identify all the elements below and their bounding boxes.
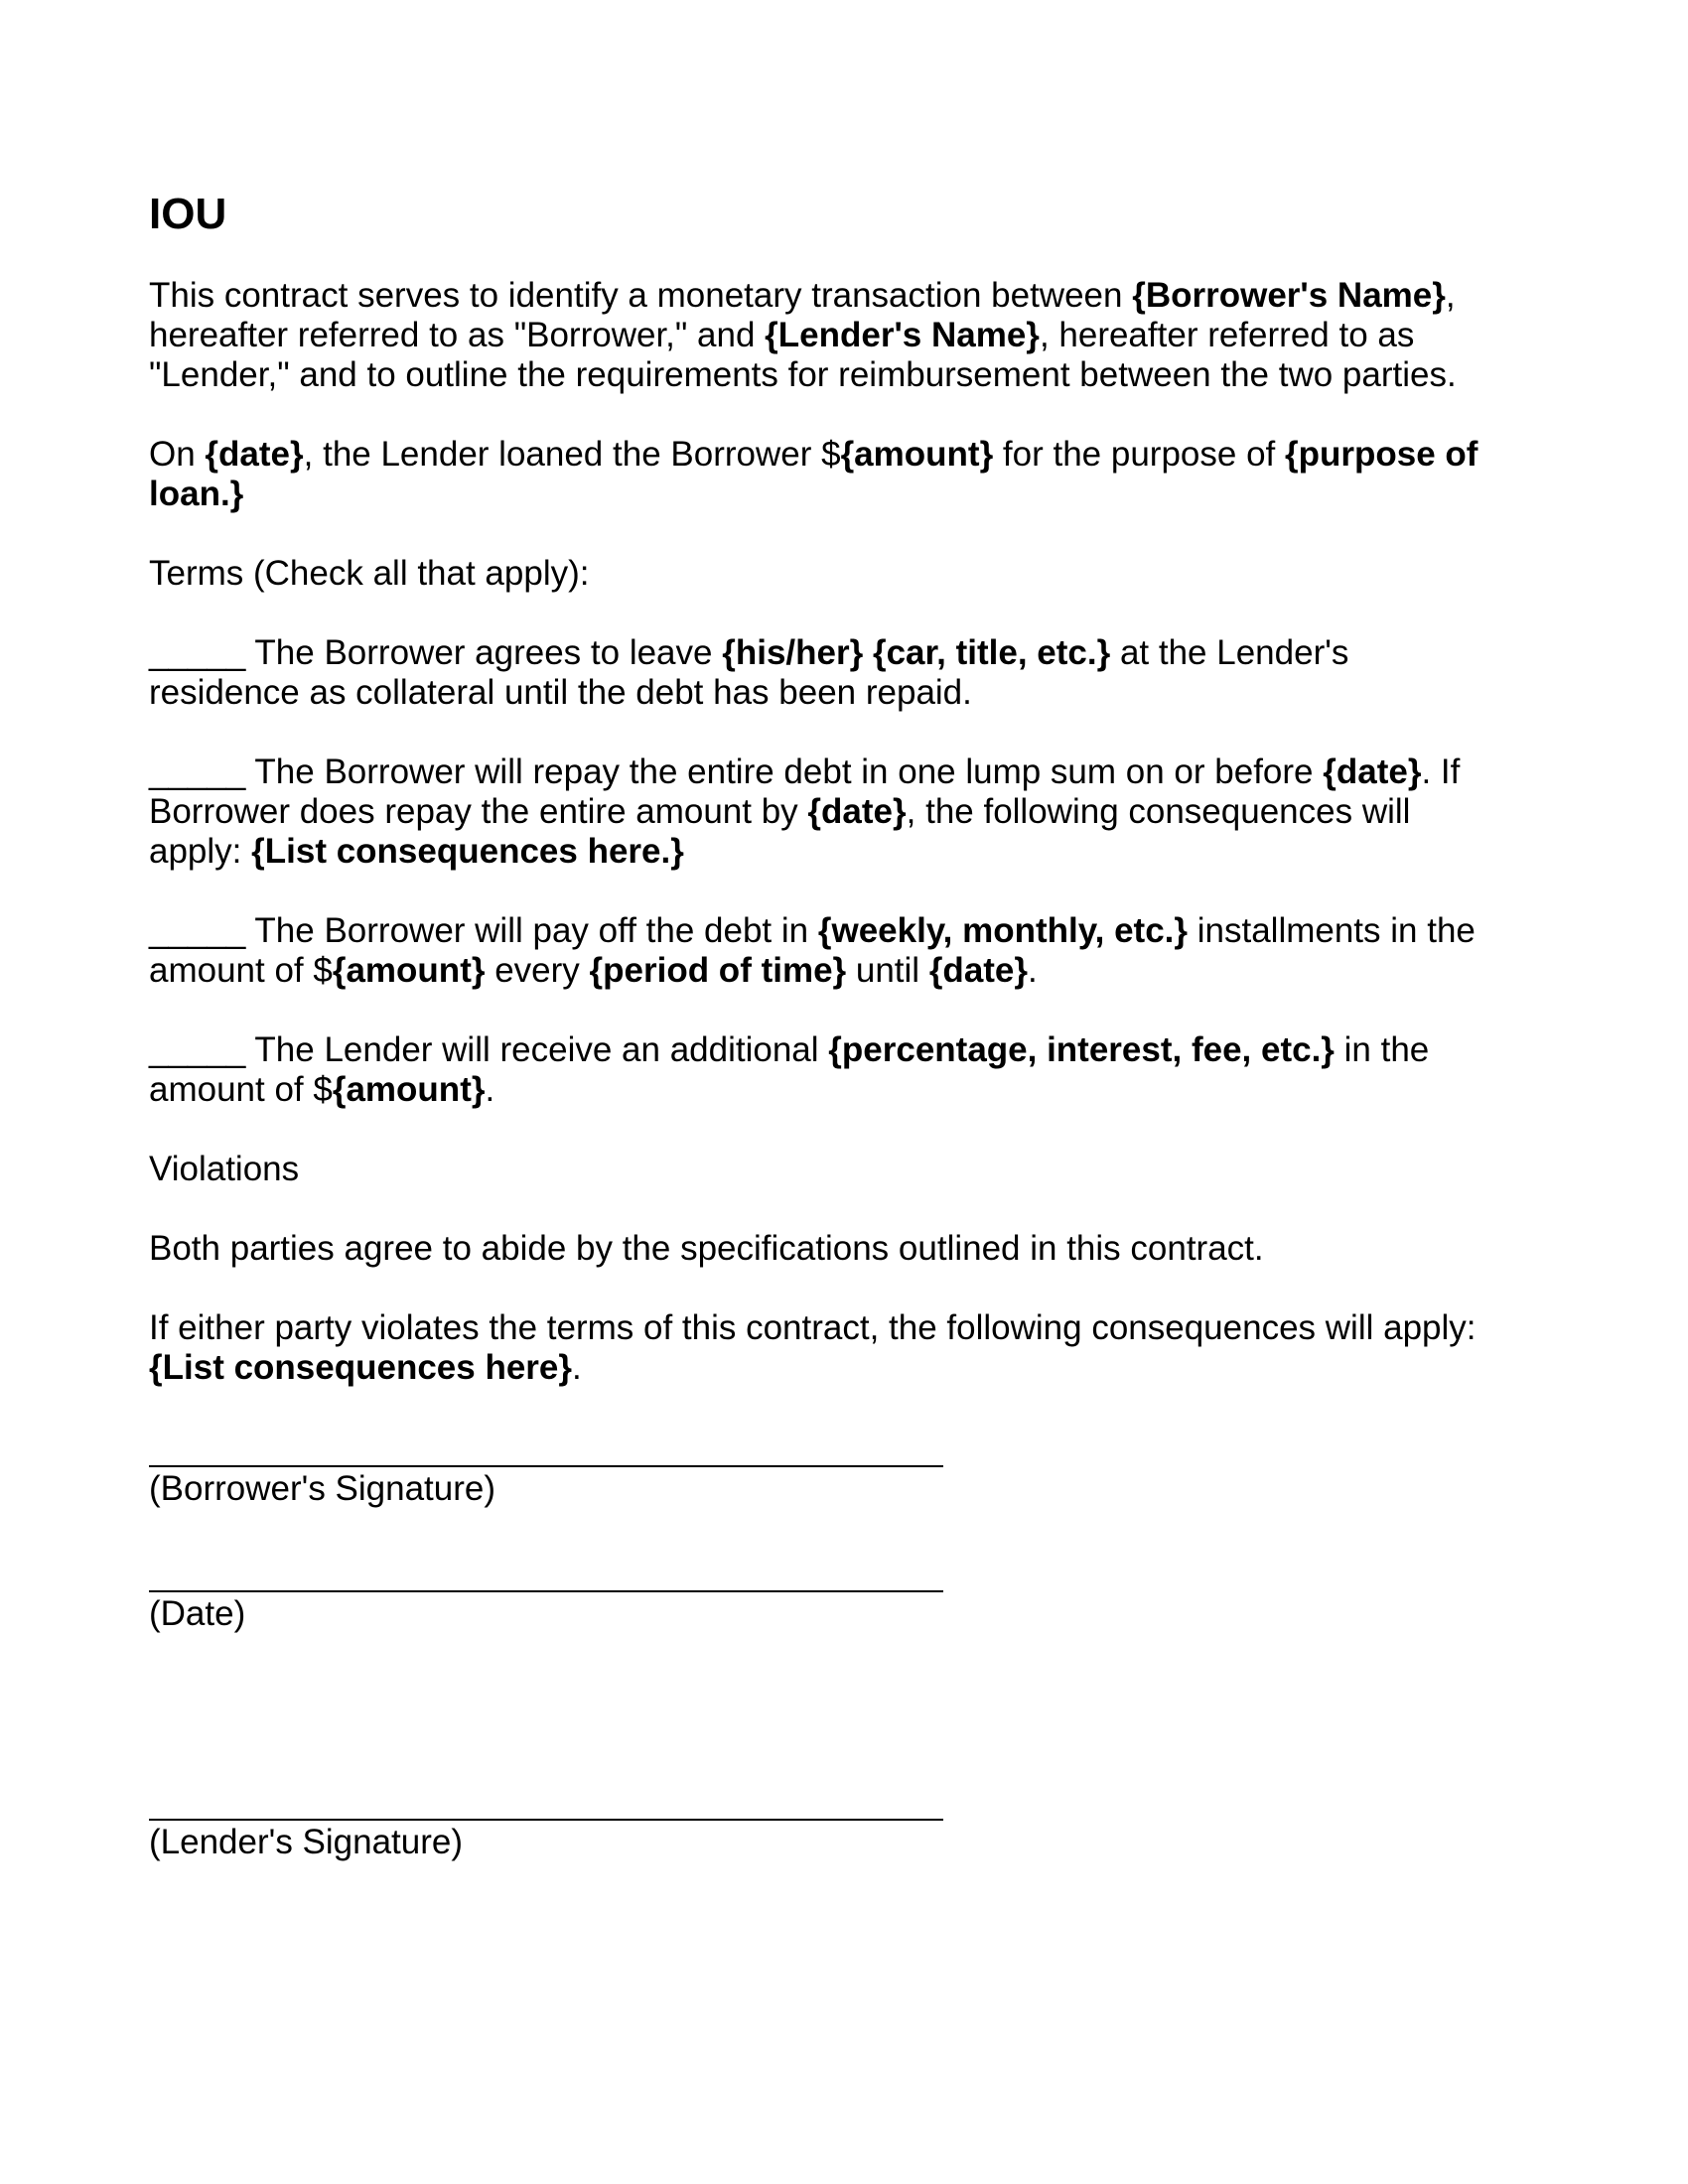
paragraph <box>149 633 1489 713</box>
paragraph <box>149 911 1489 991</box>
placeholder-text: {purpose of loan.} <box>149 435 1478 513</box>
body-text: Terms (Check all that apply): <box>149 554 590 593</box>
paragraph <box>149 1030 1489 1110</box>
placeholder-text: {date} <box>1323 752 1422 791</box>
body-text: On <box>149 435 206 474</box>
body-text: . <box>1028 951 1038 990</box>
document-title: IOU <box>149 190 227 238</box>
placeholder-text: {date} <box>205 435 304 474</box>
body-text: every <box>485 951 590 990</box>
placeholder-text: {amount} <box>332 1070 486 1109</box>
body-text: at the Lender's residence as collateral until the debt has been repaid. <box>149 633 1349 712</box>
borrower-signature-line <box>149 1428 943 1467</box>
body-text: . <box>572 1348 582 1387</box>
placeholder-text: {date} <box>928 951 1029 990</box>
paragraph <box>149 276 1489 395</box>
body-text: _____ The Borrower agrees to leave <box>149 633 723 672</box>
body-text: for the purpose of <box>993 435 1285 474</box>
body-text: _____ The Lender will receive an additional <box>149 1030 829 1069</box>
body-text: . <box>485 1070 495 1109</box>
body-text: If either party violates the terms of this contract, the following consequences will apply: <box>149 1308 1477 1347</box>
placeholder-text: {weekly, monthly, etc.} <box>817 911 1189 950</box>
date-signature-label: (Date) <box>149 1594 246 1633</box>
document-page <box>149 189 1489 1862</box>
placeholder-text: {amount} <box>840 435 994 474</box>
placeholder-text: {Lender's Name} <box>765 316 1040 354</box>
placeholder-text: {percentage, interest, fee, etc.} <box>828 1030 1335 1069</box>
body-text: , hereafter referred to as "Borrower," and <box>149 276 1456 354</box>
paragraph <box>149 1150 1489 1189</box>
paragraph <box>149 1308 1489 1388</box>
placeholder-text: {List consequences here.} <box>251 832 684 871</box>
borrower-signature-label: (Borrower's Signature) <box>149 1469 496 1508</box>
paragraph <box>149 554 1489 594</box>
placeholder-text: {date} <box>807 792 907 831</box>
body-text: until <box>846 951 929 990</box>
body-text: Both parties agree to abide by the specifications outlined in this contract. <box>149 1229 1264 1268</box>
document-body <box>149 276 1489 1388</box>
body-text: , the Lender loaned the Borrower $ <box>303 435 841 474</box>
body-text: Violations <box>149 1150 300 1188</box>
body-text: , the following consequences will apply: <box>149 792 1411 871</box>
body-text: installments in the amount of $ <box>149 911 1476 990</box>
borrower-signature-block <box>149 1428 1489 1509</box>
lender-signature-label: (Lender's Signature) <box>149 1823 464 1861</box>
date-signature-block <box>149 1553 1489 1634</box>
lender-signature-block <box>149 1781 1489 1862</box>
placeholder-text: {List consequences here} <box>149 1348 572 1387</box>
placeholder-text: {his/her} {car, title, etc.} <box>722 633 1111 672</box>
body-text: _____ The Borrower will repay the entire debt in one lump sum on or before <box>149 752 1324 791</box>
paragraph <box>149 435 1489 514</box>
placeholder-text: {Borrower's Name} <box>1132 276 1446 315</box>
lender-signature-line <box>149 1781 943 1821</box>
placeholder-text: {period of time} <box>589 951 847 990</box>
body-text: This contract serves to identify a monetary transaction between <box>149 276 1133 315</box>
paragraph <box>149 1229 1489 1269</box>
body-text: _____ The Borrower will pay off the debt in <box>149 911 818 950</box>
paragraph <box>149 752 1489 872</box>
date-signature-line <box>149 1553 943 1592</box>
body-text: in the amount of $ <box>149 1030 1430 1109</box>
body-text: . If Borrower does repay the entire amount by <box>149 752 1461 831</box>
placeholder-text: {amount} <box>332 951 486 990</box>
body-text: , hereafter referred to as "Lender," and to outline the requirements for reimbursement between the two parties. <box>149 316 1457 394</box>
